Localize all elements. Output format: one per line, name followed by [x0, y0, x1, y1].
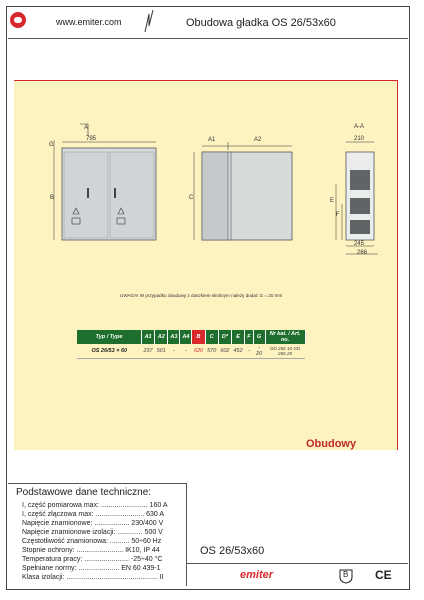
cell-art-no: GD 286 10 GD 286 20 — [265, 344, 305, 359]
col-type: Typ / Type — [77, 330, 142, 344]
col-a4: A4 — [180, 330, 192, 344]
cert-mark: B — [343, 570, 349, 579]
spec-line: Temperatura pracy: ....................... -25÷40 °C — [22, 556, 163, 563]
lightning-icon — [143, 10, 155, 34]
cell-e: 452 — [232, 344, 245, 359]
dim-a2: A2 — [254, 137, 262, 143]
dim-c: C — [189, 195, 194, 201]
category-label: Obudowy — [306, 438, 357, 450]
cell-a2: 501 — [155, 344, 168, 359]
spec-line: Napięcie znamionowe: .................. 230/400 V — [22, 520, 164, 527]
red-rule-right — [397, 80, 398, 450]
col-art-no: Nr kat. / Art. no. — [265, 330, 305, 344]
col-f: F — [245, 330, 253, 344]
emiter-logo-icon — [10, 12, 26, 28]
product-name: OS 26/53x60 — [200, 545, 265, 557]
header-divider — [8, 38, 408, 39]
cell-d: 602 — [218, 344, 231, 359]
section-title: A-A — [354, 124, 365, 130]
spec-line: I, część pomiarowa max: ........................ 160 A — [22, 502, 168, 509]
ce-mark: CE — [375, 568, 392, 582]
dim-g: G — [49, 142, 54, 148]
table-header-row — [77, 330, 305, 344]
dim-a1: A1 — [208, 137, 216, 143]
cell-a1: 237 — [142, 344, 155, 359]
footer-divider — [186, 563, 408, 564]
note-text: UWAGA! W przypadku obudowy z daszkiem skośnym należy dodać G = 20 mm — [120, 293, 283, 298]
cell-g: - 20 — [253, 344, 265, 359]
dim-210: 210 — [354, 136, 365, 142]
spec-line: I, część złączowa max: ......................... 630 A — [22, 511, 164, 518]
dim-b: B — [50, 195, 55, 201]
col-d: D* — [218, 330, 231, 344]
cell-b: 620 — [192, 344, 205, 359]
spec-line: Klasa izolacji: ............................................... II — [22, 574, 164, 581]
document-title: Obudowa gładka OS 26/53x60 — [186, 17, 336, 29]
side-view — [194, 142, 292, 240]
spec-line: Napięcie znamionowe izolacji: ............. 500 V — [22, 529, 163, 536]
table-row — [77, 344, 305, 359]
spec-line: Częstotliwość znamionowa: .......... 50÷60 Hz — [22, 538, 162, 545]
dim-section-a: A — [84, 125, 89, 131]
dim-245: 245 — [354, 241, 365, 247]
cell-a3: - — [168, 344, 180, 359]
dim-266: 266 — [357, 250, 368, 256]
col-a3: A3 — [168, 330, 180, 344]
website-url[interactable]: www.emiter.com — [56, 17, 122, 27]
col-e: E — [232, 330, 245, 344]
col-b: B — [192, 330, 205, 344]
dim-f: F — [336, 212, 340, 218]
cell-f: - — [245, 344, 253, 359]
col-a2: A2 — [155, 330, 168, 344]
spec-table — [77, 330, 306, 359]
cell-a4: - — [180, 344, 192, 359]
brand-logo: emiter — [240, 569, 274, 581]
spec-line: Stopnie ochrony: ........................ IK10, IP 44 — [22, 547, 160, 554]
front-view — [54, 124, 156, 240]
technical-drawing — [14, 80, 397, 300]
spec-line: Spełniane normy: ..................... EN 60 439-1 — [22, 565, 161, 572]
section-view — [336, 142, 378, 254]
col-c: C — [205, 330, 218, 344]
col-a1: A1 — [142, 330, 155, 344]
dim-width-795: 795 — [86, 136, 97, 142]
cell-type: OS 26/53 × 60 — [77, 344, 142, 359]
cell-c: 570 — [205, 344, 218, 359]
dim-e: E — [330, 198, 335, 204]
col-g: G — [253, 330, 265, 344]
specs-title: Podstawowe dane techniczne: — [16, 487, 152, 498]
